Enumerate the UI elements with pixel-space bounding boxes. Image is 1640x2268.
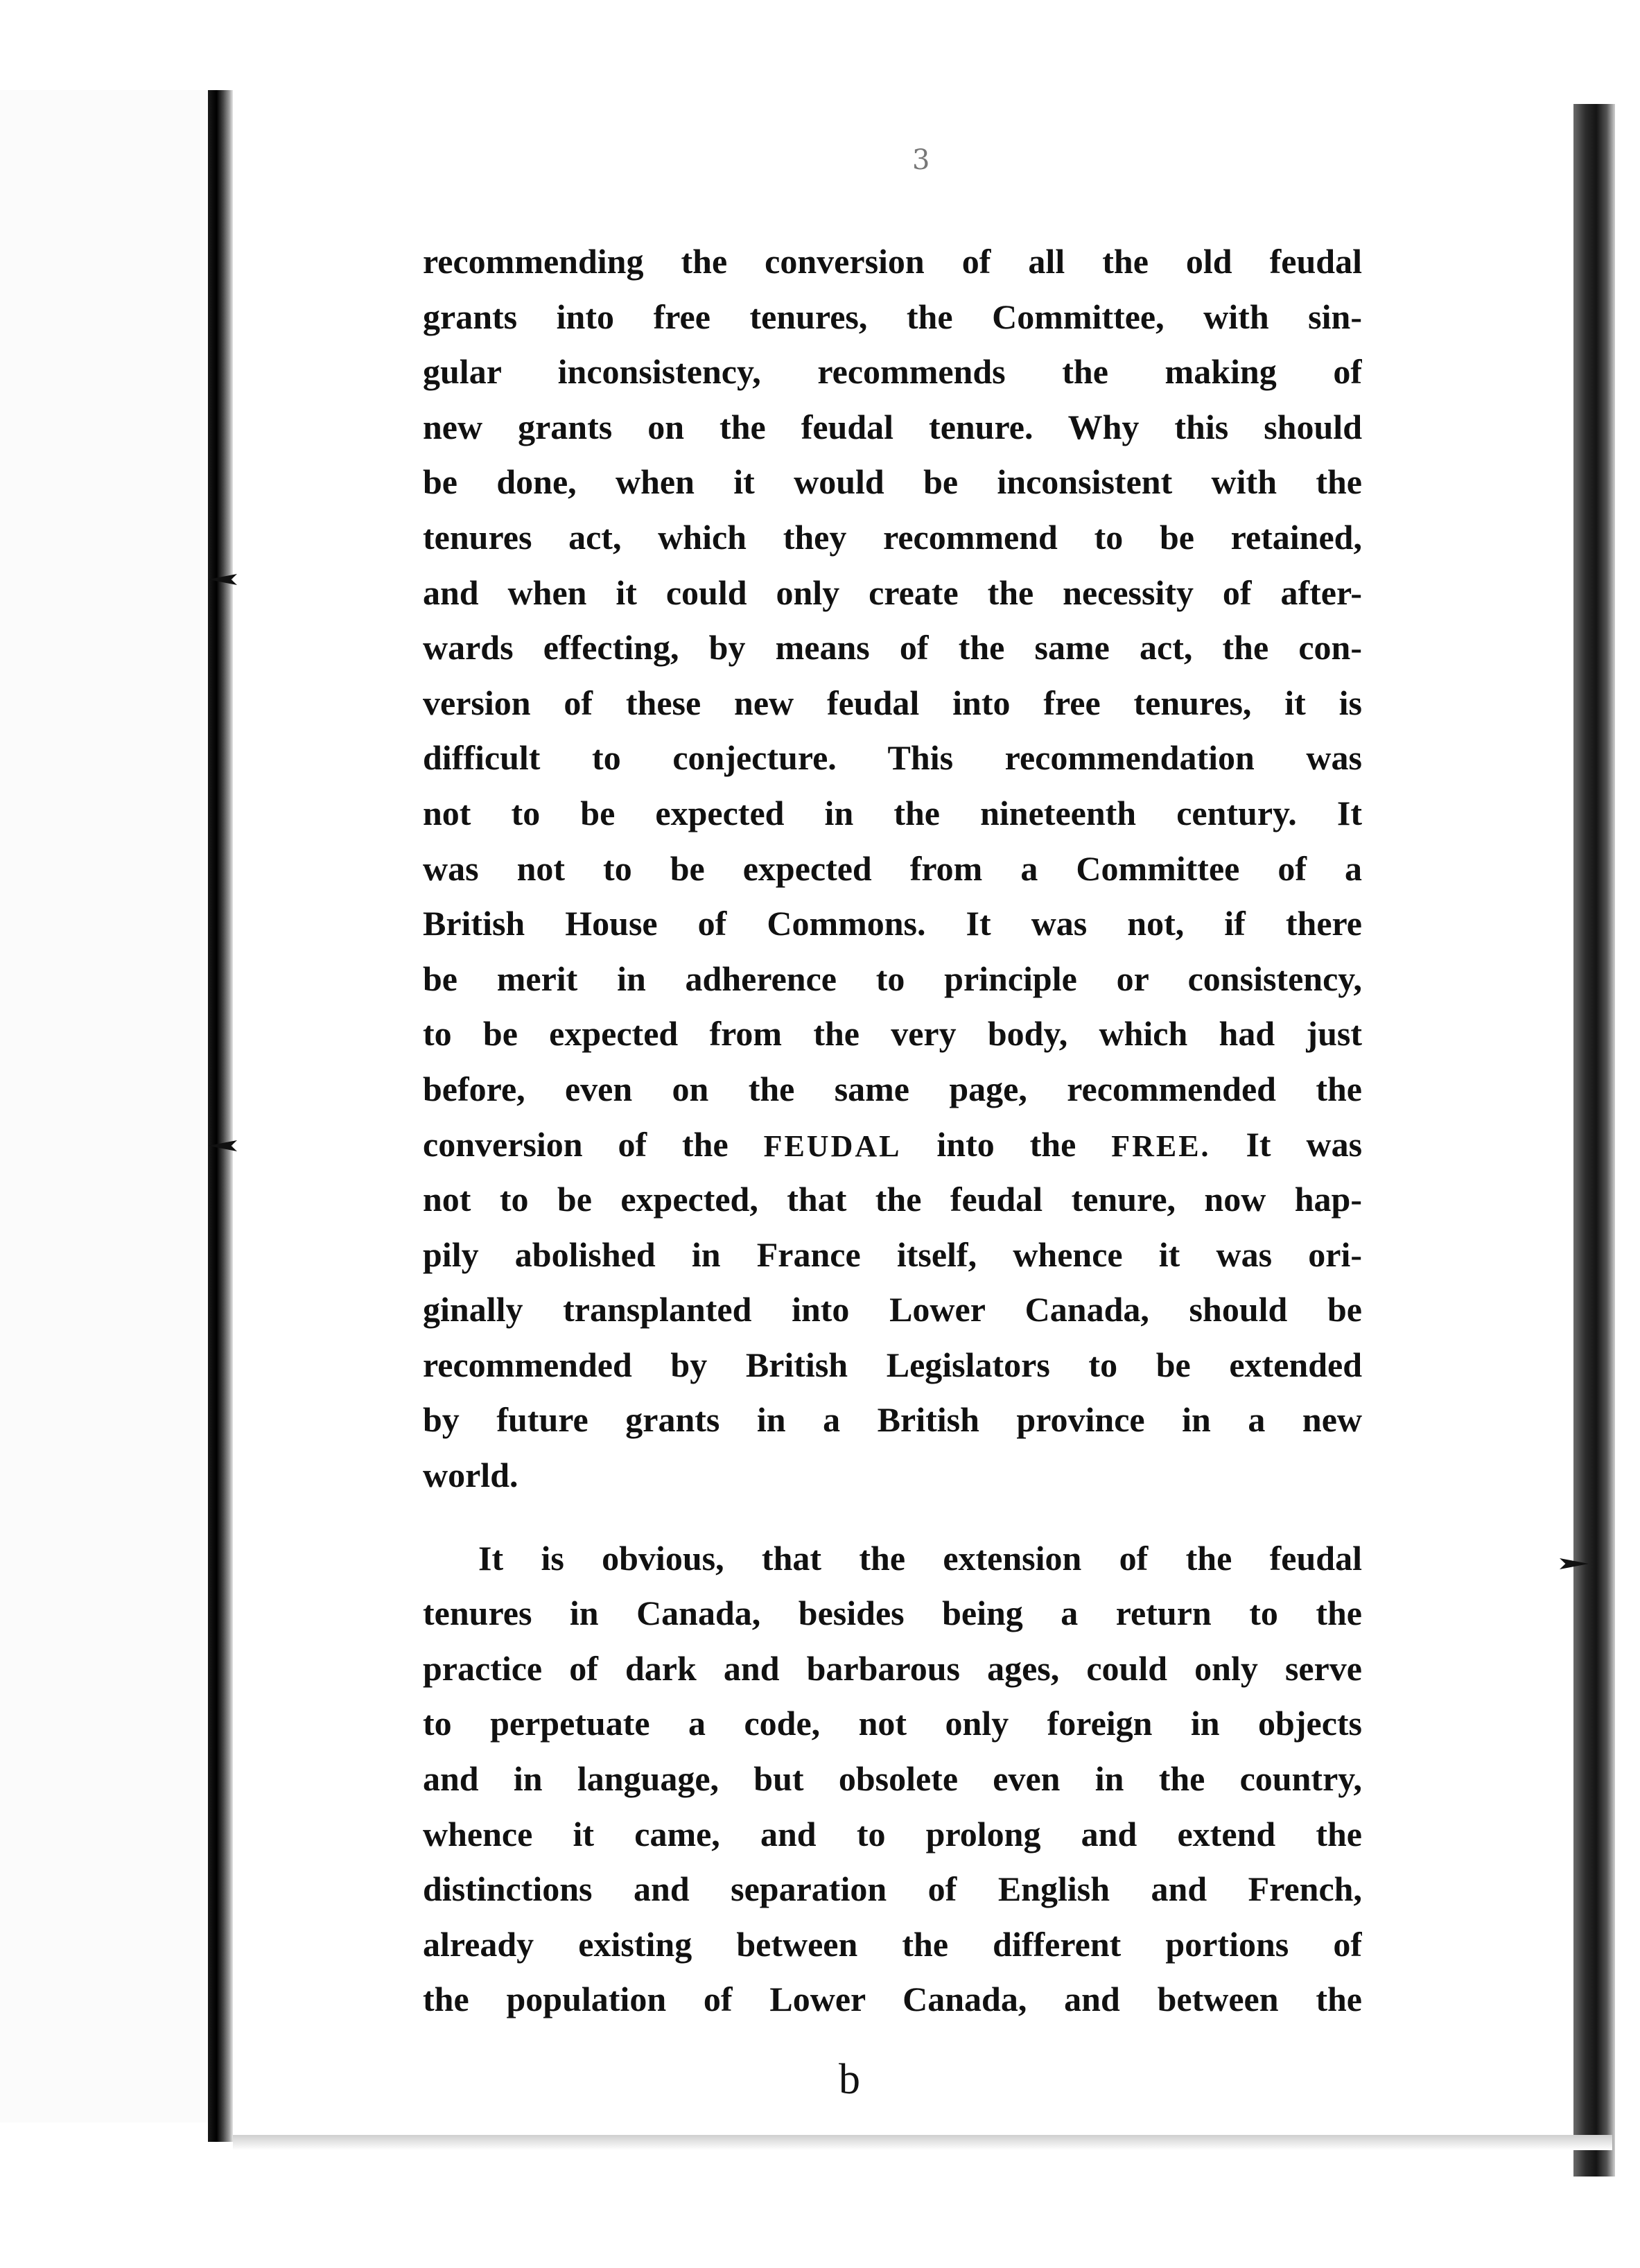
text-line: recommended by British Legislators to be extended (423, 1345, 1362, 1384)
text-line: not to be expected, that the feudal tenure, now hap- (423, 1180, 1362, 1219)
text-line: the population of Lower Canada, and between the (423, 1980, 1362, 2019)
text-line: not to be expected in the nineteenth century. It (423, 793, 1362, 832)
text-line: was not to be expected from a Committee of a (423, 848, 1362, 888)
text-line: and when it could only create the necessity of after- (423, 573, 1362, 612)
text-line: already existing between the different portions of (423, 1924, 1362, 1964)
text-line: whence it came, and to prolong and extend the (423, 1814, 1362, 1853)
text-line: and in language, but obsolete even in the country, (423, 1759, 1362, 1799)
page-bottom-shadow (233, 2135, 1612, 2150)
text-line: before, even on the same page, recommended the (423, 1069, 1362, 1108)
small-caps-free: FREE. (1111, 1128, 1211, 1163)
page-edge-shadow (1573, 104, 1615, 2177)
body-text (423, 234, 1362, 2027)
text-line: by future grants in a British province in a new (423, 1400, 1362, 1440)
text-line: new grants on the feudal tenure. Why this should (423, 407, 1362, 446)
text-line: recommending the conversion of all the old feudal (423, 242, 1362, 281)
small-caps-feudal: FEUDAL (763, 1128, 902, 1163)
text-line: wards effecting, by means of the same act, the con- (423, 628, 1362, 668)
text-line: world. (423, 1456, 518, 1495)
text-line: tenures act, which they recommend to be retained, (423, 517, 1362, 557)
text-line: British House of Commons. It was not, if there (423, 904, 1362, 943)
line-part: into the (936, 1124, 1076, 1164)
paragraph-gap (423, 1503, 1362, 1531)
text-line: be merit in adherence to principle or consistency, (423, 959, 1362, 998)
text-line: be done, when it would be inconsistent with the (423, 462, 1362, 502)
text-line: version of these new feudal into free tenures, it is (423, 683, 1362, 722)
text-line: grants into free tenures, the Committee, with sin- (423, 297, 1362, 336)
facing-page-edge (0, 90, 216, 2122)
book-gutter (208, 90, 233, 2142)
text-line (423, 1117, 1362, 1173)
text-line: pily abolished in France itself, whence it was ori- (423, 1235, 1362, 1274)
text-line: difficult to conjecture. This recommendation was (423, 738, 1362, 778)
text-line: It is obvious, that the extension of the feudal (478, 1538, 1362, 1578)
text-line: gular inconsistency, recommends the making of (423, 352, 1362, 392)
line-part: conversion of the (423, 1124, 729, 1164)
page-number: 3 (912, 144, 930, 176)
text-line: tenures in Canada, besides being a return to the (423, 1594, 1362, 1633)
text-line: ginally transplanted into Lower Canada, should be (423, 1290, 1362, 1329)
text-line: to perpetuate a code, not only foreign in objects (423, 1704, 1362, 1743)
line-part: It was (1246, 1124, 1362, 1164)
text-line: practice of dark and barbarous ages, could only serve (423, 1648, 1362, 1688)
text-line: to be expected from the very body, which had just (423, 1014, 1362, 1054)
signature-mark: b (839, 2056, 860, 2103)
text-line: distinctions and separation of English and French, (423, 1869, 1362, 1909)
